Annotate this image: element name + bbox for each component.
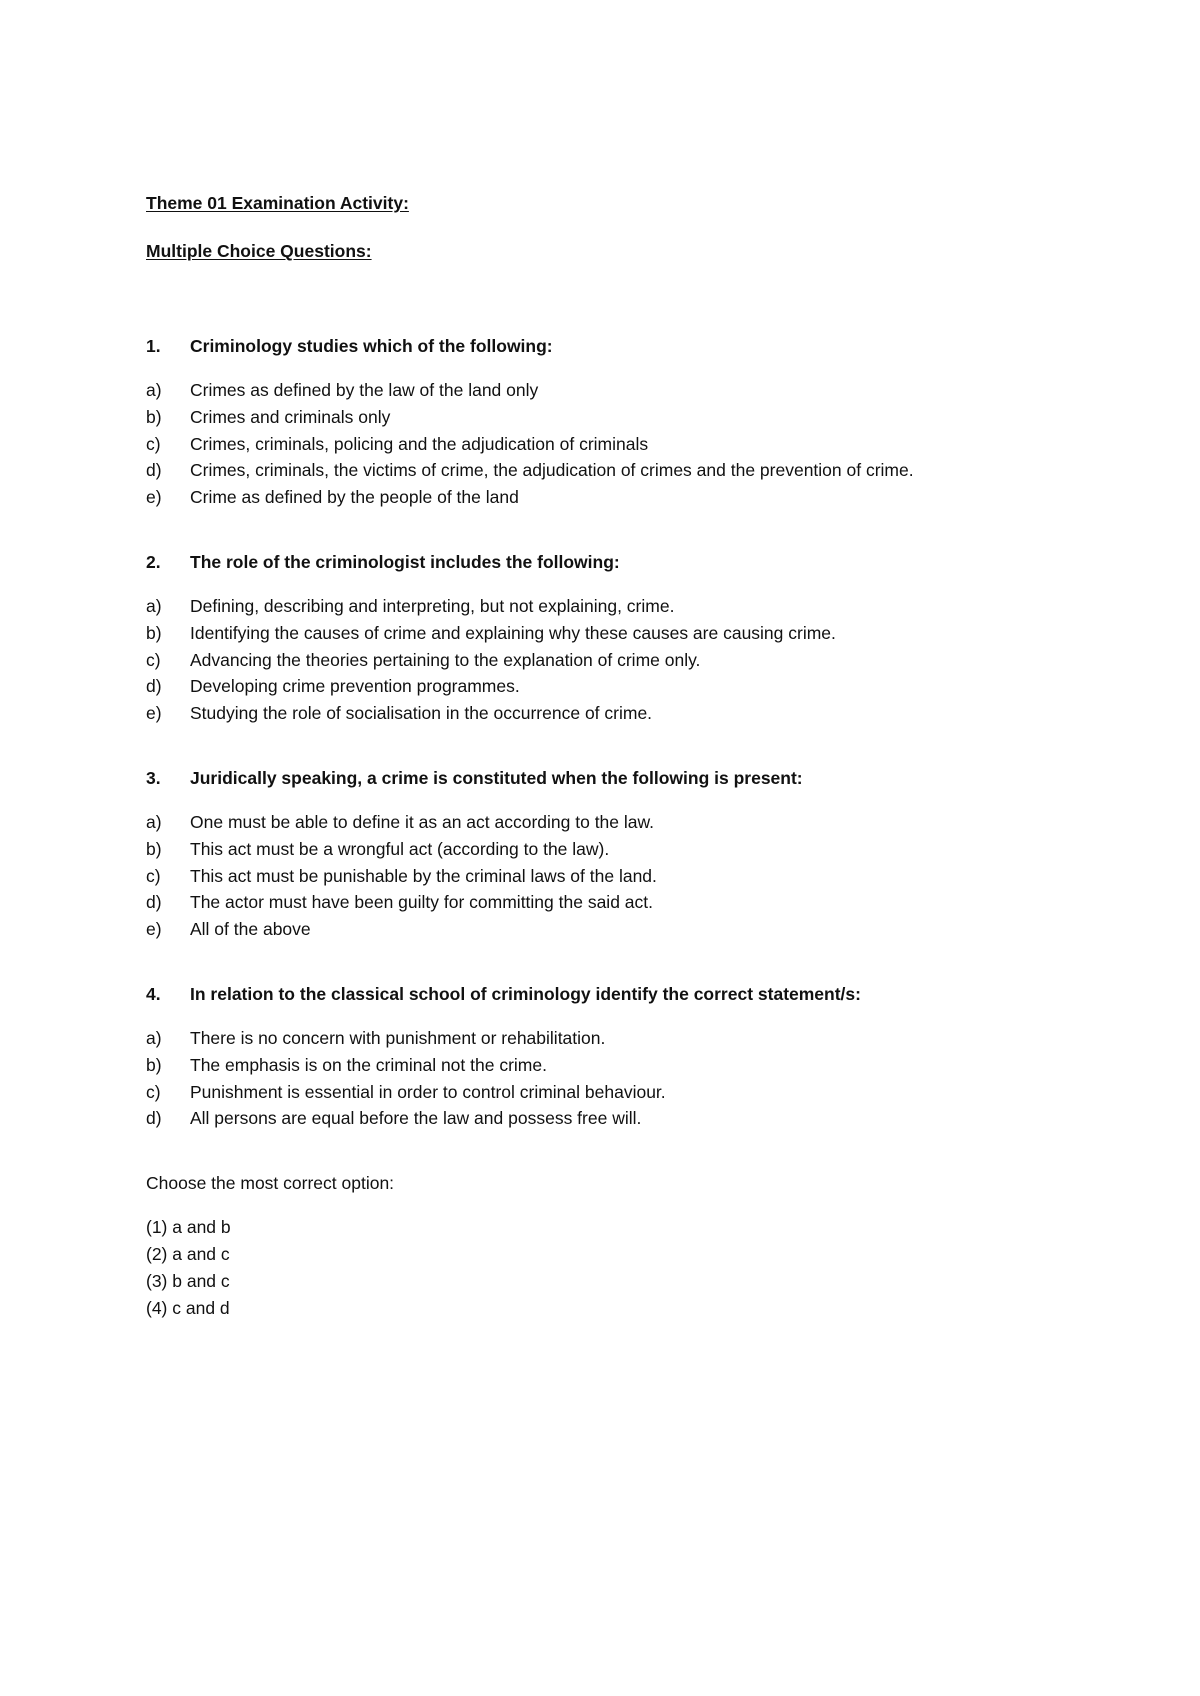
option-letter: e) bbox=[146, 703, 162, 724]
question-text: Juridically speaking, a crime is constituted when the following is present: bbox=[190, 767, 803, 788]
option-item bbox=[146, 431, 1106, 458]
option-letter: b) bbox=[146, 406, 162, 427]
answer-choice: (3) b and c bbox=[146, 1270, 230, 1291]
option-item bbox=[146, 593, 1106, 620]
option-text: Punishment is essential in order to control criminal behaviour. bbox=[190, 1081, 666, 1102]
question-number: 4. bbox=[146, 983, 161, 1004]
question-4 bbox=[146, 983, 1106, 1132]
question-list bbox=[146, 335, 1106, 1132]
option-letter: b) bbox=[146, 1054, 162, 1075]
option-letter: d) bbox=[146, 892, 162, 913]
option-letter: c) bbox=[146, 649, 161, 670]
option-letter: a) bbox=[146, 595, 162, 616]
option-text: One must be able to define it as an act according to the law. bbox=[190, 811, 655, 832]
option-item bbox=[146, 484, 1106, 511]
question-number: 2. bbox=[146, 551, 161, 572]
option-text: This act must be punishable by the criminal laws of the land. bbox=[190, 865, 657, 886]
option-text: Defining, describing and interpreting, but not explaining, crime. bbox=[190, 595, 675, 616]
option-letter: b) bbox=[146, 838, 162, 859]
option-item bbox=[146, 620, 1106, 647]
answer-choice: (2) a and c bbox=[146, 1243, 230, 1264]
option-letter: e) bbox=[146, 919, 162, 940]
option-item bbox=[146, 647, 1106, 674]
option-letter: d) bbox=[146, 1108, 162, 1129]
option-letter: a) bbox=[146, 811, 162, 832]
option-letter: e) bbox=[146, 487, 162, 508]
option-text: Crimes, criminals, policing and the adjudication of criminals bbox=[190, 433, 649, 454]
option-text: There is no concern with punishment or rehabilitation. bbox=[190, 1027, 606, 1048]
answer-choice: (4) c and d bbox=[146, 1297, 230, 1318]
question-stem bbox=[146, 335, 1106, 357]
option-item bbox=[146, 457, 1106, 484]
option-text: All of the above bbox=[190, 919, 311, 940]
option-text: Developing crime prevention programmes. bbox=[190, 676, 520, 697]
option-letter: d) bbox=[146, 460, 162, 481]
option-letter: c) bbox=[146, 865, 161, 886]
option-text: Crimes and criminals only bbox=[190, 406, 391, 427]
option-item bbox=[146, 404, 1106, 431]
option-item bbox=[146, 1105, 1106, 1132]
question-1 bbox=[146, 335, 1106, 511]
option-text: The emphasis is on the criminal not the crime. bbox=[190, 1054, 547, 1075]
option-item bbox=[146, 916, 1106, 943]
option-item bbox=[146, 809, 1106, 836]
option-item bbox=[146, 1025, 1106, 1052]
question-text: In relation to the classical school of criminology identify the correct statement/s: bbox=[190, 983, 861, 1004]
option-item bbox=[146, 1052, 1106, 1079]
section-heading: Multiple Choice Questions: bbox=[146, 241, 372, 261]
option-letter: c) bbox=[146, 433, 161, 454]
option-text: The actor must have been guilty for committing the said act. bbox=[190, 892, 653, 913]
option-letter: a) bbox=[146, 380, 162, 400]
option-item bbox=[146, 889, 1106, 916]
option-text: Studying the role of socialisation in the occurrence of crime. bbox=[190, 703, 653, 724]
option-item bbox=[146, 673, 1106, 700]
option-text: Identifying the causes of crime and explaining why these causes are causing crime. bbox=[190, 622, 836, 643]
option-list bbox=[146, 809, 1106, 943]
question-number: 1. bbox=[146, 336, 161, 356]
question-stem bbox=[146, 767, 1106, 789]
option-item bbox=[146, 377, 1106, 404]
option-list bbox=[146, 593, 1106, 727]
question-3 bbox=[146, 767, 1106, 943]
option-text: This act must be a wrongful act (according to the law). bbox=[190, 838, 610, 859]
option-letter: d) bbox=[146, 676, 162, 697]
question-stem bbox=[146, 551, 1106, 573]
option-item bbox=[146, 1079, 1106, 1106]
choose-prompt: Choose the most correct option: bbox=[146, 1173, 395, 1194]
document-title: Theme 01 Examination Activity: bbox=[146, 193, 409, 213]
option-text: All persons are equal before the law and possess free will. bbox=[190, 1108, 642, 1129]
option-letter: a) bbox=[146, 1027, 162, 1048]
question-number: 3. bbox=[146, 767, 161, 788]
option-letter: c) bbox=[146, 1081, 161, 1102]
question-2 bbox=[146, 551, 1106, 727]
document-page bbox=[146, 192, 1106, 1321]
answer-choice-list bbox=[146, 1214, 1106, 1321]
option-text: Advancing the theories pertaining to the explanation of crime only. bbox=[190, 649, 701, 670]
option-list bbox=[146, 1025, 1106, 1132]
option-text: Crime as defined by the people of the land bbox=[190, 487, 519, 508]
question-stem bbox=[146, 983, 1106, 1005]
option-text: Crimes as defined by the law of the land only bbox=[190, 380, 539, 400]
answer-choice: (1) a and b bbox=[146, 1217, 231, 1238]
option-list bbox=[146, 377, 1106, 511]
option-letter: b) bbox=[146, 622, 162, 643]
option-item bbox=[146, 700, 1106, 727]
option-item bbox=[146, 863, 1106, 890]
option-item bbox=[146, 836, 1106, 863]
question-text: The role of the criminologist includes the following: bbox=[190, 551, 620, 572]
question-text: Criminology studies which of the following: bbox=[190, 336, 553, 356]
option-text: Crimes, criminals, the victims of crime, the adjudication of crimes and the prevention of crime. bbox=[190, 460, 914, 481]
